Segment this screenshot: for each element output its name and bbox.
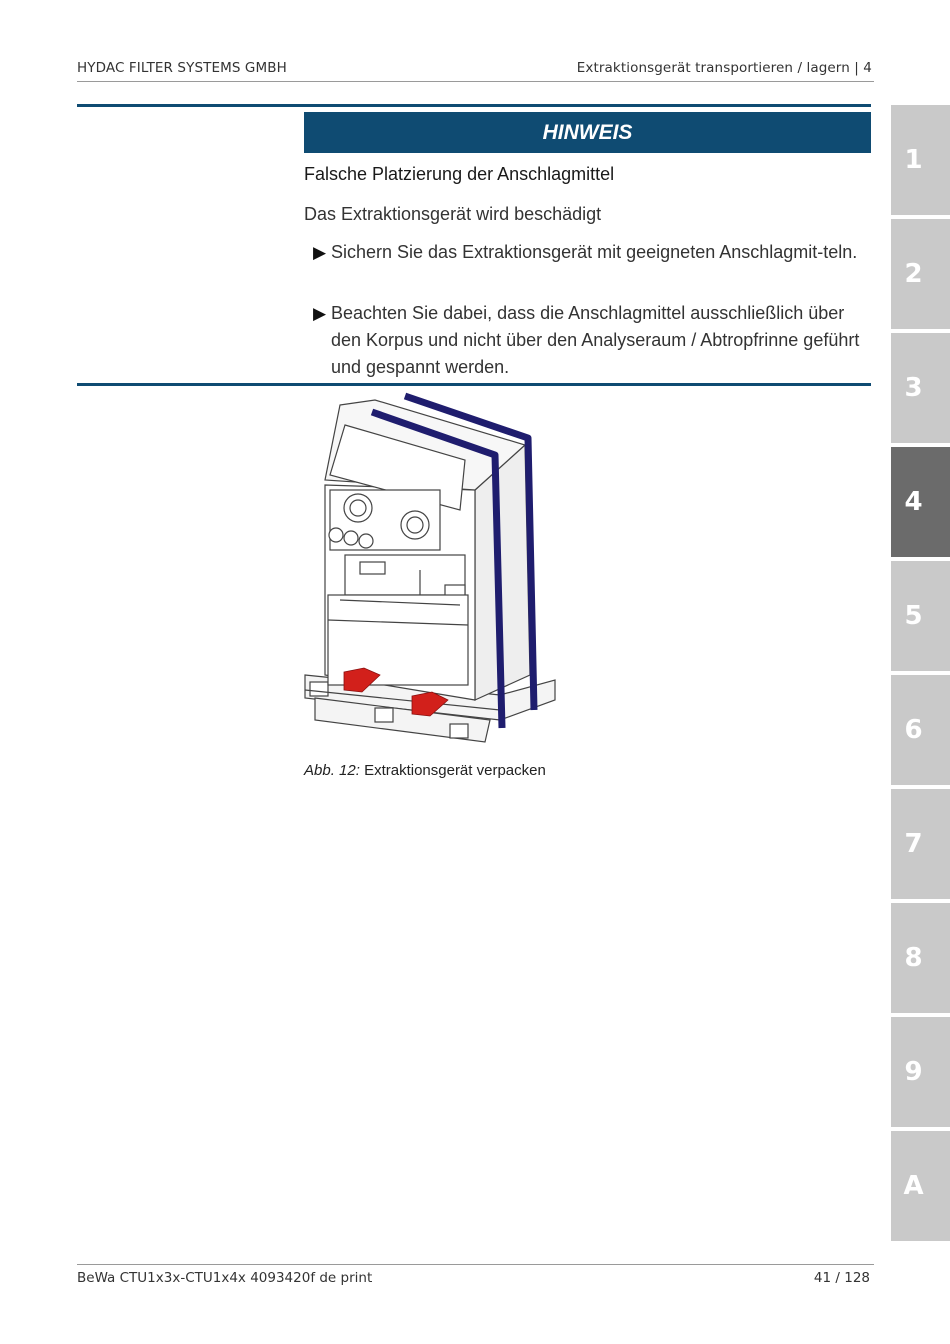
- notice-bottom-rule: [77, 383, 871, 386]
- chapter-tab-6[interactable]: 6: [891, 675, 950, 785]
- header-divider: [77, 81, 874, 82]
- chapter-tab-1[interactable]: 1: [891, 105, 950, 215]
- notice-step-text: Beachten Sie dabei, dass die Anschlagmittel ausschließlich über den Korpus und nicht über den Analyseraum / Abtropfrinne geführt und gespannt werden.: [331, 303, 860, 377]
- chapter-tab-5[interactable]: 5: [891, 561, 950, 671]
- notice-label: HINWEIS: [304, 112, 871, 153]
- chapter-tab-7[interactable]: 7: [891, 789, 950, 899]
- chapter-tab-4[interactable]: 4: [891, 447, 950, 557]
- chapter-tab-2[interactable]: 2: [891, 219, 950, 329]
- footer-divider: [77, 1264, 874, 1265]
- extraction-device-illustration: [300, 390, 565, 760]
- chapter-tab-a[interactable]: A: [891, 1131, 950, 1241]
- header-section: Extraktionsgerät transportieren / lagern | 4: [576, 60, 872, 76]
- notice-step: [313, 300, 865, 381]
- footer-page-number: 41 / 128: [813, 1270, 870, 1286]
- figure-caption-text: Extraktionsgerät verpacken: [364, 762, 546, 779]
- notice-step: [313, 239, 865, 266]
- play-arrow-icon: ▶: [313, 243, 327, 262]
- notice-title: Falsche Platzierung der Anschlagmittel: [304, 164, 615, 184]
- chapter-tab-8[interactable]: 8: [891, 903, 950, 1013]
- notice-step-text: Sichern Sie das Extraktionsgerät mit geeigneten Anschlagmit-teln.: [331, 242, 858, 262]
- figure-caption: [304, 762, 546, 779]
- header-company: HYDAC FILTER SYSTEMS GMBH: [77, 60, 287, 76]
- notice-consequence: Das Extraktionsgerät wird beschädigt: [304, 204, 602, 224]
- figure-caption-label: Abb. 12:: [304, 762, 360, 779]
- chapter-tab-3[interactable]: 3: [891, 333, 950, 443]
- notice-top-rule: [77, 104, 871, 107]
- chapter-tab-9[interactable]: 9: [891, 1017, 950, 1127]
- play-arrow-icon: ▶: [313, 304, 327, 323]
- footer-document: BeWa CTU1x3x-CTU1x4x 4093420f de print: [77, 1270, 373, 1286]
